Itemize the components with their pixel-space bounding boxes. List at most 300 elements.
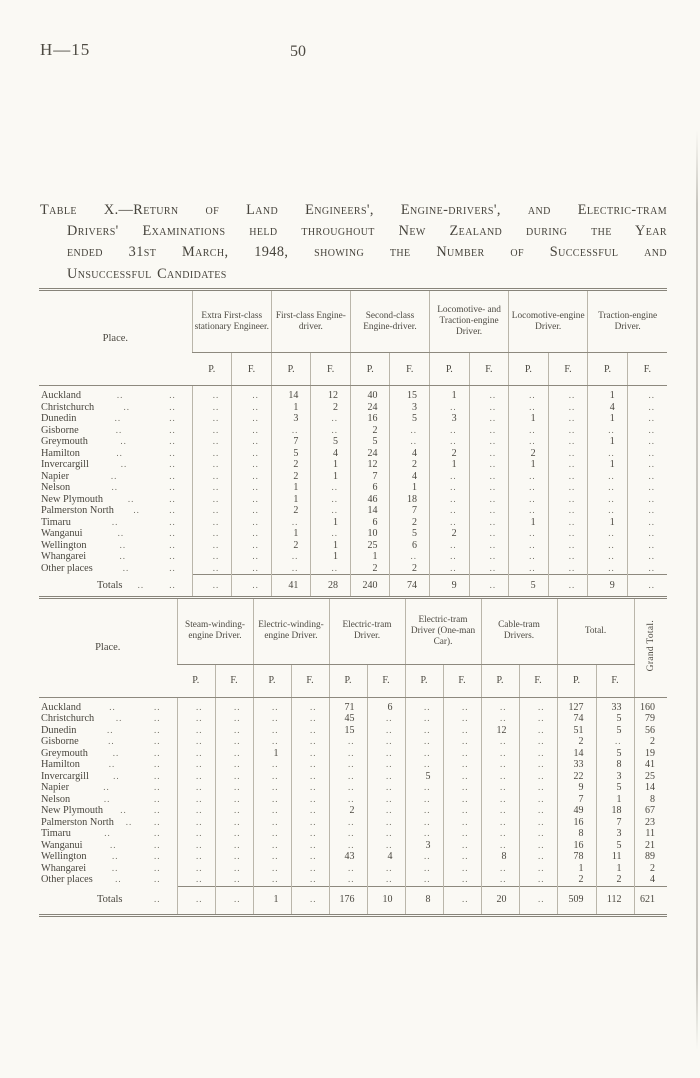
value-cell: .. bbox=[481, 748, 519, 760]
value-cell: 25 bbox=[350, 540, 390, 552]
value-cell: .. bbox=[253, 697, 291, 713]
place-name: Dunedin bbox=[41, 413, 77, 424]
value-cell: 43 bbox=[329, 851, 367, 863]
value-cell: 5 bbox=[596, 840, 634, 852]
value-cell: .. bbox=[215, 736, 253, 748]
value-cell: .. bbox=[519, 713, 557, 725]
value-cell: .. bbox=[627, 517, 667, 529]
value-cell: 7 bbox=[557, 794, 596, 806]
value-cell: .. bbox=[192, 575, 232, 598]
value-cell: 3 bbox=[405, 840, 443, 852]
place-name: Invercargill bbox=[41, 459, 89, 470]
place-name: Other places bbox=[41, 874, 93, 886]
value-cell: .. bbox=[405, 851, 443, 863]
value-cell: .. bbox=[469, 471, 509, 483]
value-cell: .. bbox=[311, 563, 351, 575]
value-cell: 1 bbox=[596, 863, 634, 875]
value-cell: .. bbox=[548, 402, 588, 414]
value-cell: .. bbox=[588, 448, 628, 460]
table-row bbox=[39, 494, 667, 506]
value-cell: 1 bbox=[390, 482, 430, 494]
value-cell: .. bbox=[405, 748, 443, 760]
place-cell bbox=[39, 851, 177, 863]
value-cell: .. bbox=[588, 540, 628, 552]
value-cell: .. bbox=[430, 436, 470, 448]
dot-leader: .. bbox=[117, 528, 125, 538]
dot-leader: .. bbox=[169, 447, 176, 458]
dot-leader: .. bbox=[169, 482, 176, 492]
value-cell: .. bbox=[253, 725, 291, 737]
value-cell: .. bbox=[548, 436, 588, 448]
table-row bbox=[39, 482, 667, 494]
value-cell: .. bbox=[232, 575, 272, 598]
value-cell: 79 bbox=[634, 713, 667, 725]
group-header-total: Total. bbox=[557, 599, 634, 664]
place-name: Christchurch bbox=[41, 713, 95, 724]
dot-leader: .. bbox=[169, 390, 176, 400]
value-cell: 2 bbox=[311, 402, 351, 414]
value-cell: .. bbox=[481, 771, 519, 783]
value-cell: 10 bbox=[350, 528, 390, 540]
place-name: Napier bbox=[41, 470, 70, 482]
value-cell: 2 bbox=[271, 505, 311, 517]
value-cell: .. bbox=[548, 413, 588, 425]
value-cell: 8 bbox=[405, 886, 443, 915]
value-cell: 1 bbox=[588, 436, 628, 448]
dot-leader: .. bbox=[169, 413, 176, 423]
place-name: New Plymouth bbox=[41, 805, 104, 816]
value-cell: 2 bbox=[596, 874, 634, 886]
dot-leader: .. bbox=[154, 736, 161, 746]
value-cell: .. bbox=[548, 517, 588, 529]
dot-leader: .. bbox=[133, 505, 140, 515]
group-header-electric-tram-one-man: Electric-tram Driver (One-man Car). bbox=[405, 599, 481, 664]
value-cell: .. bbox=[192, 505, 232, 517]
value-cell: .. bbox=[548, 448, 588, 460]
place-cell bbox=[39, 436, 192, 448]
value-cell: .. bbox=[291, 713, 329, 725]
value-cell: .. bbox=[627, 425, 667, 437]
value-cell: .. bbox=[215, 840, 253, 852]
value-cell: 2 bbox=[329, 805, 367, 817]
value-cell: .. bbox=[588, 471, 628, 483]
dot-leader: .. bbox=[169, 579, 176, 590]
value-cell: .. bbox=[627, 448, 667, 460]
value-cell: 5 bbox=[390, 413, 430, 425]
value-cell: 12 bbox=[481, 725, 519, 737]
dot-leader: .. bbox=[103, 793, 111, 804]
value-cell: .. bbox=[291, 736, 329, 748]
examinations-table-2 bbox=[39, 599, 667, 917]
totals-label: Totals bbox=[97, 894, 123, 905]
pass-column-header: P. bbox=[253, 664, 291, 697]
dot-leader: .. bbox=[112, 747, 120, 758]
value-cell: .. bbox=[232, 436, 272, 448]
value-cell: 41 bbox=[634, 759, 667, 771]
value-cell: .. bbox=[627, 413, 667, 425]
dot-leader: .. bbox=[114, 413, 122, 423]
value-cell: .. bbox=[548, 575, 588, 598]
value-cell: .. bbox=[215, 748, 253, 760]
value-cell: .. bbox=[192, 413, 232, 425]
value-cell: .. bbox=[232, 413, 272, 425]
group-header-loco-traction: Locomotive- and Traction-engine Driver. bbox=[430, 290, 509, 353]
value-cell: .. bbox=[430, 494, 470, 506]
table-1-body bbox=[39, 386, 667, 598]
place-column-header: Place. bbox=[39, 290, 192, 386]
value-cell: 1 bbox=[253, 748, 291, 760]
value-cell: 1 bbox=[311, 471, 351, 483]
value-cell: .. bbox=[519, 886, 557, 915]
table-row bbox=[39, 551, 667, 563]
value-cell: .. bbox=[253, 782, 291, 794]
tables-region bbox=[39, 288, 667, 917]
title-line: Table X.—Return of Land Engineers', Engine-drivers', and Electric-tram bbox=[40, 202, 667, 218]
value-cell: .. bbox=[443, 851, 481, 863]
value-cell: .. bbox=[627, 505, 667, 517]
value-cell: .. bbox=[291, 840, 329, 852]
place-cell bbox=[39, 863, 177, 875]
table-row bbox=[39, 563, 667, 575]
value-cell: 7 bbox=[390, 505, 430, 517]
dot-leader: .. bbox=[169, 505, 176, 515]
dot-leader: .. bbox=[154, 701, 161, 712]
value-cell: .. bbox=[215, 874, 253, 886]
place-name: Greymouth bbox=[41, 747, 88, 759]
dot-leader: .. bbox=[153, 828, 161, 838]
value-cell: 6 bbox=[390, 540, 430, 552]
value-cell: .. bbox=[232, 505, 272, 517]
value-cell: .. bbox=[519, 794, 557, 806]
value-cell: 9 bbox=[430, 575, 470, 598]
value-cell: .. bbox=[519, 828, 557, 840]
dot-leader: .. bbox=[111, 482, 118, 492]
value-cell: 15 bbox=[329, 725, 367, 737]
place-cell bbox=[39, 551, 192, 563]
doc-reference: H—15 bbox=[40, 40, 91, 59]
dot-leader: .. bbox=[169, 562, 176, 573]
value-cell: .. bbox=[469, 505, 509, 517]
value-cell: 2 bbox=[271, 540, 311, 552]
value-cell: .. bbox=[367, 725, 405, 737]
value-cell: 4 bbox=[588, 402, 628, 414]
dot-leader: .. bbox=[103, 782, 110, 792]
value-cell: .. bbox=[291, 828, 329, 840]
place-name: Whangarei bbox=[41, 551, 87, 562]
value-cell: .. bbox=[519, 863, 557, 875]
value-cell: .. bbox=[177, 840, 215, 852]
value-cell: 8 bbox=[481, 851, 519, 863]
pass-column-header: P. bbox=[481, 664, 519, 697]
value-cell: .. bbox=[548, 425, 588, 437]
value-cell: .. bbox=[192, 425, 232, 437]
title-line: ended 31st March, 1948, showing the Number of Successful and bbox=[67, 244, 667, 261]
value-cell: .. bbox=[390, 551, 430, 563]
value-cell: 1 bbox=[311, 551, 351, 563]
value-cell: .. bbox=[469, 551, 509, 563]
value-cell: .. bbox=[548, 459, 588, 471]
value-cell: .. bbox=[443, 817, 481, 829]
value-cell: 1 bbox=[509, 459, 549, 471]
value-cell: 240 bbox=[350, 575, 390, 598]
place-name: Timaru bbox=[41, 828, 71, 839]
value-cell: .. bbox=[430, 425, 470, 437]
place-name: Nelson bbox=[41, 482, 71, 493]
value-cell: .. bbox=[509, 425, 549, 437]
dot-leader: .. bbox=[154, 724, 161, 735]
value-cell: .. bbox=[367, 794, 405, 806]
place-cell bbox=[39, 874, 177, 886]
value-cell: .. bbox=[253, 771, 291, 783]
value-cell: 8 bbox=[557, 828, 596, 840]
value-cell: .. bbox=[405, 863, 443, 875]
place-column-header: Place. bbox=[39, 599, 177, 697]
dot-leader: .. bbox=[153, 805, 161, 815]
value-cell: .. bbox=[481, 736, 519, 748]
value-cell: 25 bbox=[634, 771, 667, 783]
group-header-second-class: Second-class Engine-driver. bbox=[350, 290, 429, 353]
dot-leader: .. bbox=[108, 736, 115, 746]
value-cell: 509 bbox=[557, 886, 596, 915]
value-cell: .. bbox=[192, 482, 232, 494]
dot-leader: .. bbox=[115, 713, 123, 723]
dot-leader: .. bbox=[169, 528, 176, 538]
value-cell: .. bbox=[329, 794, 367, 806]
value-cell: .. bbox=[430, 482, 470, 494]
value-cell: 24 bbox=[350, 448, 390, 460]
value-cell: .. bbox=[291, 886, 329, 915]
value-cell: 2 bbox=[271, 471, 311, 483]
value-cell: 7 bbox=[271, 436, 311, 448]
value-cell: 2 bbox=[557, 874, 596, 886]
value-cell: .. bbox=[509, 563, 549, 575]
pass-column-header: P. bbox=[329, 664, 367, 697]
dot-leader: .. bbox=[108, 759, 116, 769]
value-cell: .. bbox=[271, 563, 311, 575]
value-cell: .. bbox=[443, 748, 481, 760]
value-cell: .. bbox=[443, 828, 481, 840]
value-cell: 6 bbox=[350, 482, 390, 494]
group-header-electric-tram: Electric-tram Driver. bbox=[329, 599, 405, 664]
place-cell bbox=[39, 386, 192, 402]
value-cell: 176 bbox=[329, 886, 367, 915]
value-cell: 12 bbox=[350, 459, 390, 471]
value-cell: 2 bbox=[634, 736, 667, 748]
pass-column-header: P. bbox=[271, 353, 311, 386]
value-cell: .. bbox=[232, 563, 272, 575]
value-cell: 51 bbox=[557, 725, 596, 737]
value-cell: .. bbox=[177, 851, 215, 863]
value-cell: .. bbox=[469, 517, 509, 529]
value-cell: .. bbox=[481, 713, 519, 725]
value-cell: 3 bbox=[596, 771, 634, 783]
value-cell: .. bbox=[519, 736, 557, 748]
value-cell: .. bbox=[367, 736, 405, 748]
value-cell: 4 bbox=[390, 471, 430, 483]
value-cell: .. bbox=[192, 540, 232, 552]
value-cell: .. bbox=[627, 471, 667, 483]
place-cell bbox=[39, 828, 177, 840]
totals-label-cell bbox=[39, 886, 177, 915]
value-cell: .. bbox=[548, 505, 588, 517]
place-name: Invercargill bbox=[41, 770, 89, 782]
place-name: Timaru bbox=[41, 516, 71, 528]
dot-leader: .. bbox=[169, 424, 176, 435]
value-cell: .. bbox=[192, 494, 232, 506]
dot-leader: .. bbox=[119, 539, 127, 550]
table-row bbox=[39, 540, 667, 552]
dot-leader: .. bbox=[154, 747, 161, 758]
fail-column-header: F. bbox=[232, 353, 272, 386]
table-1-header bbox=[39, 290, 667, 386]
place-name: Greymouth bbox=[41, 436, 88, 447]
value-cell: .. bbox=[367, 748, 405, 760]
value-cell: 1 bbox=[311, 517, 351, 529]
value-cell: 10 bbox=[367, 886, 405, 915]
value-cell: .. bbox=[405, 713, 443, 725]
table-row bbox=[39, 425, 667, 437]
value-cell: .. bbox=[443, 886, 481, 915]
place-cell bbox=[39, 528, 192, 540]
dot-leader: .. bbox=[104, 828, 111, 838]
place-name: Wanganui bbox=[41, 528, 83, 539]
value-cell: .. bbox=[232, 540, 272, 552]
value-cell: .. bbox=[548, 386, 588, 402]
value-cell: .. bbox=[215, 759, 253, 771]
value-cell: .. bbox=[291, 863, 329, 875]
table-row bbox=[39, 436, 667, 448]
value-cell: .. bbox=[232, 448, 272, 460]
value-cell: .. bbox=[291, 748, 329, 760]
value-cell: .. bbox=[596, 736, 634, 748]
value-cell: .. bbox=[215, 713, 253, 725]
value-cell: .. bbox=[481, 840, 519, 852]
place-name: Nelson bbox=[41, 793, 71, 805]
value-cell: .. bbox=[329, 759, 367, 771]
value-cell: 2 bbox=[350, 425, 390, 437]
value-cell: 1 bbox=[588, 386, 628, 402]
value-cell: .. bbox=[430, 540, 470, 552]
value-cell: 41 bbox=[271, 575, 311, 598]
value-cell: 3 bbox=[596, 828, 634, 840]
place-cell bbox=[39, 840, 177, 852]
value-cell: .. bbox=[253, 828, 291, 840]
place-name: Palmerston North bbox=[41, 505, 114, 516]
value-cell: .. bbox=[627, 402, 667, 414]
dot-leader: .. bbox=[127, 493, 135, 504]
value-cell: 1 bbox=[430, 459, 470, 471]
value-cell: .. bbox=[232, 402, 272, 414]
fail-column-header: F. bbox=[215, 664, 253, 697]
value-cell: .. bbox=[443, 697, 481, 713]
value-cell: 14 bbox=[350, 505, 390, 517]
place-cell bbox=[39, 782, 177, 794]
value-cell: .. bbox=[177, 759, 215, 771]
value-cell: .. bbox=[469, 402, 509, 414]
value-cell: .. bbox=[367, 840, 405, 852]
dot-leader: .. bbox=[120, 805, 127, 815]
value-cell: .. bbox=[311, 482, 351, 494]
value-cell: 1 bbox=[596, 794, 634, 806]
value-cell: .. bbox=[192, 528, 232, 540]
value-cell: .. bbox=[430, 563, 470, 575]
value-cell: 74 bbox=[390, 575, 430, 598]
value-cell: .. bbox=[588, 551, 628, 563]
value-cell: .. bbox=[430, 402, 470, 414]
place-cell bbox=[39, 540, 192, 552]
dot-leader: .. bbox=[115, 874, 122, 885]
value-cell: .. bbox=[509, 402, 549, 414]
value-cell: .. bbox=[548, 471, 588, 483]
value-cell: .. bbox=[469, 563, 509, 575]
page-number: 50 bbox=[290, 43, 306, 60]
place-name: Wellington bbox=[41, 539, 87, 551]
value-cell: .. bbox=[469, 448, 509, 460]
value-cell: 21 bbox=[634, 840, 667, 852]
value-cell: .. bbox=[627, 494, 667, 506]
place-cell bbox=[39, 425, 192, 437]
value-cell: .. bbox=[232, 528, 272, 540]
value-cell: .. bbox=[291, 851, 329, 863]
dot-leader: .. bbox=[116, 447, 123, 458]
value-cell: .. bbox=[627, 540, 667, 552]
pass-column-header: P. bbox=[430, 353, 470, 386]
value-cell: .. bbox=[443, 759, 481, 771]
fail-column-header: F. bbox=[311, 353, 351, 386]
dot-leader: .. bbox=[153, 862, 161, 873]
dot-leader: .. bbox=[169, 470, 176, 481]
fail-column-header: F. bbox=[390, 353, 430, 386]
value-cell: .. bbox=[271, 425, 311, 437]
value-cell: 16 bbox=[557, 840, 596, 852]
value-cell: .. bbox=[509, 505, 549, 517]
value-cell: 56 bbox=[634, 725, 667, 737]
value-cell: .. bbox=[443, 794, 481, 806]
value-cell: .. bbox=[253, 794, 291, 806]
table-row bbox=[39, 805, 667, 817]
value-cell: 1 bbox=[509, 413, 549, 425]
value-cell: .. bbox=[443, 771, 481, 783]
value-cell: .. bbox=[291, 771, 329, 783]
value-cell: 7 bbox=[350, 471, 390, 483]
place-name: Gisborne bbox=[41, 736, 79, 747]
value-cell: .. bbox=[548, 540, 588, 552]
place-name: Other places bbox=[41, 562, 93, 574]
fail-column-header: F. bbox=[469, 353, 509, 386]
value-cell: 3 bbox=[390, 402, 430, 414]
place-name: Whangarei bbox=[41, 862, 87, 874]
value-cell: .. bbox=[469, 413, 509, 425]
value-cell: .. bbox=[311, 413, 351, 425]
scan-edge-artifact bbox=[696, 130, 698, 1050]
value-cell: .. bbox=[405, 725, 443, 737]
value-cell: .. bbox=[253, 759, 291, 771]
value-cell: 4 bbox=[311, 448, 351, 460]
value-cell: .. bbox=[469, 386, 509, 402]
value-cell: .. bbox=[177, 713, 215, 725]
value-cell: 46 bbox=[350, 494, 390, 506]
value-cell: .. bbox=[588, 494, 628, 506]
value-cell: .. bbox=[430, 517, 470, 529]
value-cell: 2 bbox=[509, 448, 549, 460]
place-cell bbox=[39, 471, 192, 483]
value-cell: .. bbox=[405, 794, 443, 806]
dot-leader: .. bbox=[110, 470, 118, 481]
value-cell: .. bbox=[430, 505, 470, 517]
dot-leader: .. bbox=[153, 713, 161, 723]
value-cell: .. bbox=[215, 863, 253, 875]
dot-leader: .. bbox=[112, 851, 119, 861]
